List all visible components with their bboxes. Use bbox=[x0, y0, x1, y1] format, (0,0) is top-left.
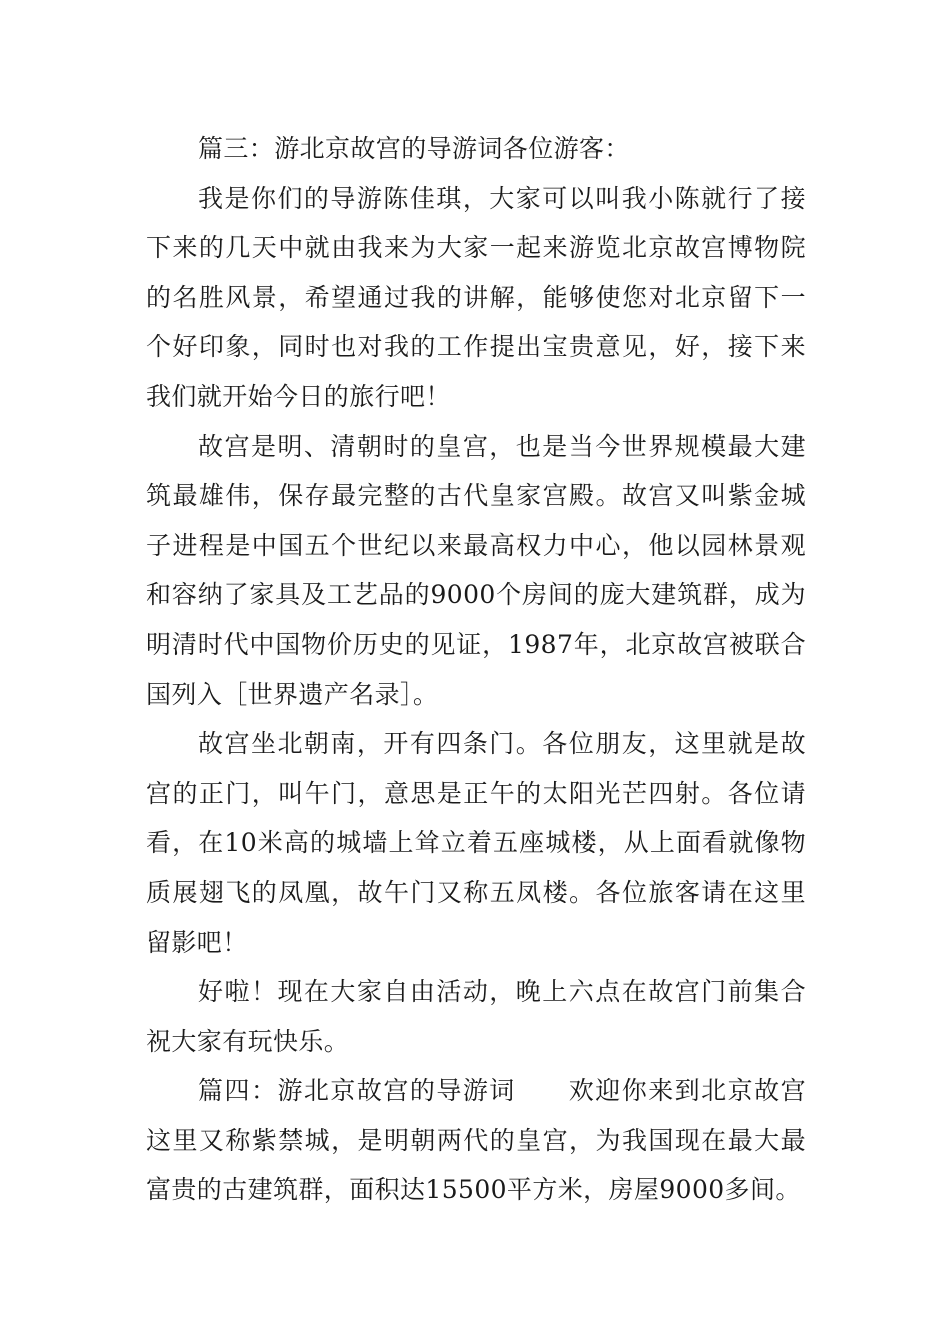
paragraph-palace-history: 故宫是明、清朝时的皇宫，也是当今世界规模最大建筑最雄伟，保存最完整的古代皇家宫殿。故宫又叫紫金城子进程是中国五个世纪以来最高权力中心，他以园林景观和容纳了家具及工艺品的9000个房间的庞大建筑群，成为明清时代中国物价历史的见证，1987年，北京故宫被联合国列入［世界遗产名录］。 bbox=[146, 431, 806, 709]
paragraph-section4-intro: 篇四：游北京故宫的导游词 欢迎你来到北京故宫这里又称紫禁城，是明朝两代的皇宫，为我国现在最大最富贵的古建筑群，面积达15500平方米，房屋9000多间。 bbox=[146, 1076, 806, 1205]
body-text bbox=[146, 124, 806, 1215]
paragraph-section3-heading: 篇三：游北京故宫的导游词各位游客： bbox=[198, 134, 630, 163]
paragraph-free-activity: 好啦！现在大家自由活动，晚上六点在故宫门前集合祝大家有玩快乐。 bbox=[146, 977, 806, 1056]
paragraph-meridian-gate: 故宫坐北朝南，开有四条门。各位朋友，这里就是故宫的正门，叫午门，意思是正午的太阳光芒四射。各位请看，在10米高的城墙上耸立着五座城楼，从上面看就像物质展翅飞的凤凰，故午门又称五凤楼。各位旅客请在这里留影吧！ bbox=[146, 729, 806, 957]
paragraph-guide-intro: 我是你们的导游陈佳琪，大家可以叫我小陈就行了接下来的几天中就由我来为大家一起来游览北京故宫博物院的名胜风景，希望通过我的讲解，能够使您对北京留下一个好印象，同时也对我的工作提出宝贵意见，好，接下来我们就开始今日的旅行吧！ bbox=[146, 183, 806, 411]
